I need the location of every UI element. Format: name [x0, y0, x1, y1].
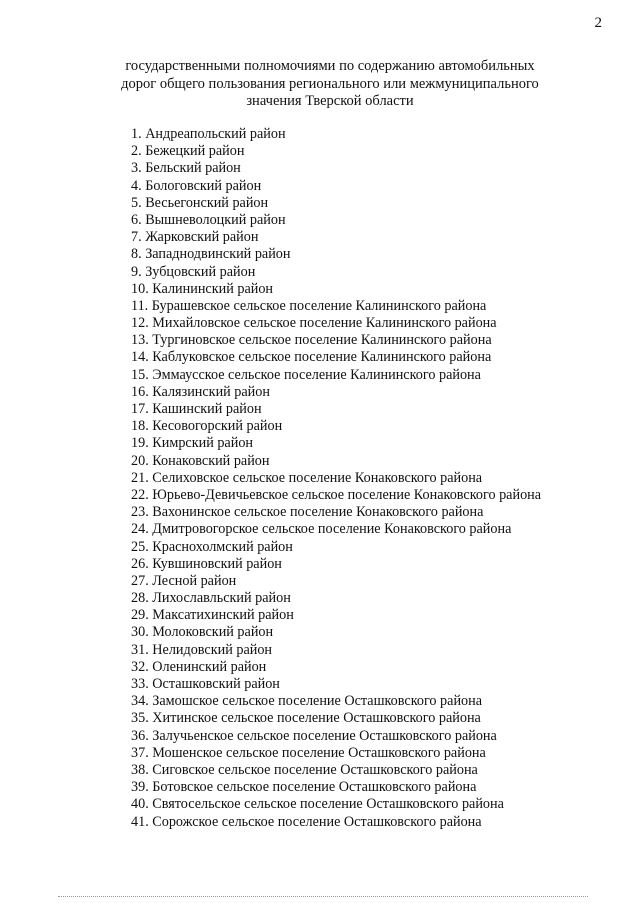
list-item: 17. Кашинский район: [131, 401, 262, 417]
list-item: 16. Калязинский район: [131, 383, 270, 400]
list-item: 5. Весьегонский район: [131, 194, 269, 211]
list-item: 19. Кимрский район: [131, 435, 254, 452]
list-item: 9. Зубцовский район: [131, 263, 256, 280]
list-item: 38. Сиговское сельское поселение Осташковского района: [131, 761, 478, 778]
list-item: 24. Дмитровогорское сельское поселение Конаковского района: [131, 521, 512, 538]
page-number: 2: [594, 15, 602, 31]
list-item: 37. Мошенское сельское поселение Осташковского района: [131, 744, 486, 761]
list-item: 32. Оленинский район: [131, 658, 267, 675]
list-item: 11. Бурашевское сельское поселение Калининского района: [131, 297, 487, 314]
list-item: 33. Осташковский район: [131, 676, 280, 692]
list-item: 36. Залучьенское сельское поселение Осташковского района: [131, 727, 497, 744]
list-item: 3. Бельский район: [131, 160, 241, 177]
list-item: 4. Бологовский район: [131, 177, 262, 194]
list-item: 21. Селиховское сельское поселение Конаковского района: [131, 469, 483, 486]
list-item: 30. Молоковский район: [131, 624, 274, 641]
municipality-list: [131, 126, 611, 831]
document-heading: [90, 58, 570, 111]
list-item: 20. Конаковский район: [131, 452, 270, 469]
list-item: 34. Замошское сельское поселение Осташковского района: [131, 693, 483, 710]
list-item: 40. Святосельское сельское поселение Осташковского района: [131, 796, 504, 813]
list-item: 15. Эммаусское сельское поселение Калининского района: [131, 366, 481, 383]
list-item: 27. Лесной район: [131, 572, 237, 589]
page-bottom-divider: [58, 896, 588, 897]
list-item: 28. Лихославльский район: [131, 590, 291, 607]
list-item: 18. Кесовогорский район: [131, 418, 283, 435]
list-item: 29. Максатихинский район: [131, 607, 294, 624]
list-item: 41. Сорожское сельское поселение Осташковского района: [131, 813, 482, 830]
list-item: 31. Нелидовский район: [131, 641, 273, 658]
list-item: 26. Кувшиновский район: [131, 555, 282, 572]
list-item: 35. Хитинское сельское поселение Осташковского района: [131, 710, 481, 727]
heading-line: государственными полномочиями по содержанию автомобильных: [125, 58, 535, 74]
heading-line: значения Тверской области: [246, 93, 414, 109]
list-item: 25. Краснохолмский район: [131, 538, 293, 555]
heading-line: дорог общего пользования регионального или межмуниципального: [121, 75, 539, 92]
list-item: 1. Андреапольский район: [131, 126, 286, 142]
list-item: 7. Жарковский район: [131, 229, 259, 246]
list-item: 10. Калининский район: [131, 280, 274, 297]
list-item: 12. Михайловское сельское поселение Калининского района: [131, 315, 497, 332]
list-item: 2. Бежецкий район: [131, 143, 245, 160]
list-item: 39. Ботовское сельское поселение Осташковского района: [131, 779, 477, 796]
list-item: 8. Западнодвинский район: [131, 246, 291, 263]
list-item: 13. Тургиновское сельское поселение Калининского района: [131, 332, 492, 349]
list-item: 22. Юрьево-Девичьевское сельское поселение Конаковского района: [131, 486, 542, 503]
list-item: 23. Вахонинское сельское поселение Конаковского района: [131, 504, 484, 521]
list-item: 6. Вышневолоцкий район: [131, 211, 286, 228]
list-item: 14. Каблуковское сельское поселение Калининского района: [131, 349, 492, 366]
